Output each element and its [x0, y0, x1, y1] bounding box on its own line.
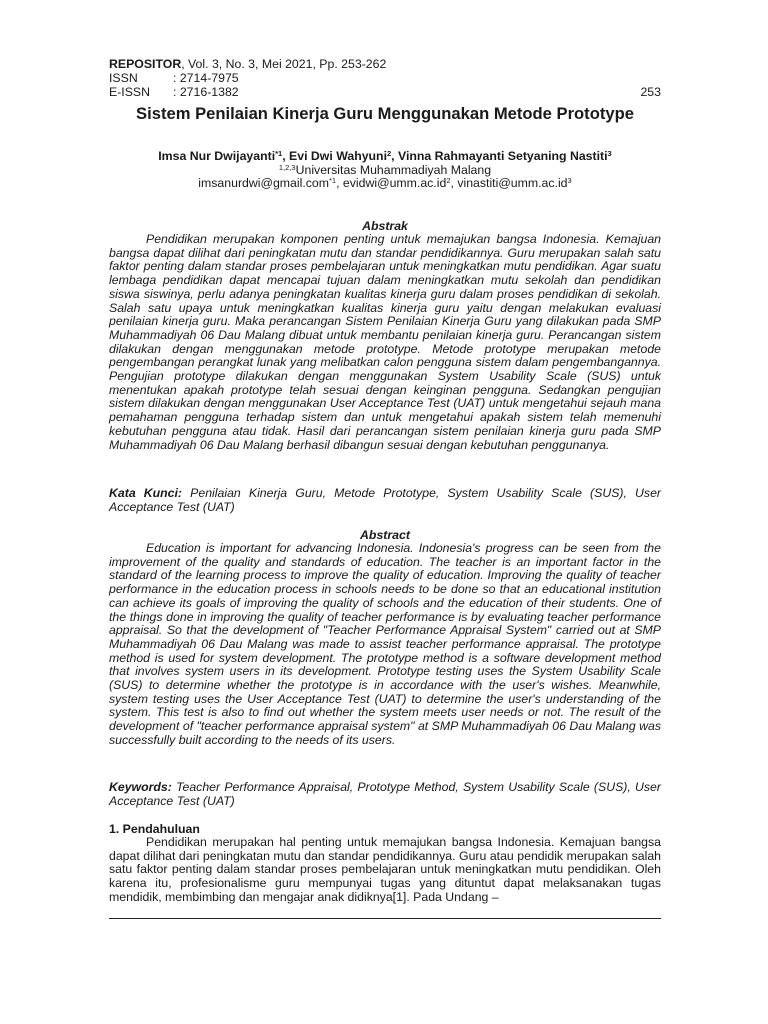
- section-heading: 1. Pendahuluan: [109, 822, 200, 836]
- journal-citation: , Vol. 3, No. 3, Mei 2021, Pp. 253-262: [181, 57, 387, 71]
- abstrak-heading: Abstrak: [362, 219, 408, 233]
- footer-rule: [109, 918, 661, 919]
- author-3: , Vinna Rahmayanti Setyaning Nastiti: [391, 149, 608, 163]
- citation-line: [109, 58, 661, 72]
- abstract-heading: Abstract: [360, 528, 410, 542]
- keywords-text: Teacher Performance Appraisal, Prototype Method, System Usability Scale (SUS), User Acceptance Test (UAT): [109, 780, 661, 808]
- issn-line: [109, 72, 661, 86]
- eissn-label: E-ISSN: [109, 85, 150, 99]
- author-3-mark: 3: [607, 149, 612, 158]
- abstract-text: Education is important for advancing Indonesia. Indonesia's progress can be seen from the improvement of the quality and standards of education. The teacher is an important factor in the standard of the learning process to improve the quality of education. Improving the quality of teacher performance in the education process in schools needs to be done so that an educational institution can achieve its goals of improving the quality of schools and the education of their students. One of the things done in improving the quality of teacher performance is by evaluating teacher performance appraisal. So that the development of "Teacher Performance Appraisal System" carried out at SMP Muhammadiyah 06 Dau Malang was made to assist teacher performance appraisal. The prototype method is used for system development. The prototype method is a software development method that involves system users in its development. Prototype testing uses the System Usability Scale (SUS) to determine whether the prototype is in accordance with the user's wishes. Meanwhile, system testing uses the User Acceptance Test (UAT) to determine the user's understanding of the system. This test is also to find out whether the system meets user needs or not. The result of the development of "teacher performance appraisal system" at SMP Muhammadiyah 06 Dau Malang was successfully built according to the needs of its users.: [109, 541, 661, 747]
- kata-kunci-label: Kata Kunci:: [109, 486, 183, 500]
- eissn-value: : 2716-1382: [173, 85, 239, 99]
- abstrak-section: [109, 219, 661, 452]
- section-pendahuluan: [109, 822, 661, 905]
- email-3-mark: 3: [567, 176, 572, 186]
- eissn-line: [109, 86, 661, 100]
- paper-title: Sistem Penilaian Kinerja Guru Menggunakan Metode Prototype: [136, 104, 634, 123]
- author-emails: [109, 177, 661, 191]
- issn-value: : 2714-7975: [173, 71, 239, 85]
- email-3: , vinastiti@umm.ac.id: [450, 176, 568, 191]
- abstrak-text: Pendidikan merupakan komponen penting untuk memajukan bangsa Indonesia. Kemajuan bangsa dapat dilihat dari peningkatan mutu dan standar pendidikannya. Guru merupakan salah satu faktor penting dalam standar proses pembelajaran untuk meningkatkan mutu pendidikan. Agar suatu lembaga pendidikan dapat mencapai tujuan dalam meningkatkan mutu sekolah dan pendidikan siswa siswinya, perlu adanya peningkatan kualitas kinerja guru dalam proses pendidikan di sekolah. Salah satu upaya untuk meningkatkan kualitas kinerja guru yaitu dengan melakukan evaluasi penilaian kinerja guru. Maka perancangan Sistem Penilaian Kinerja Guru yang dilakukan pada SMP Muhammadiyah 06 Dau Malang dibuat untuk membantu penilaian kinerja guru. Perancangan sistem dilakukan dengan menggunakan metode prototype. Metode prototype merupakan metode pengembangan perangkat lunak yang melibatkan calon pengguna sistem dalam pengembangannya. Pengujian prototype dilakukan dengan menggunakan System Usability Scale (SUS) untuk menentukan apakah prototype telah sesuai dengan keinginan pengguna. Sedangkan pengujian sistem dilakukan dengan menggunakan User Acceptance Test (UAT) untuk mengetahui sejauh mana pemahaman pengguna terhadap sistem dan untuk mengetahui apakah sistem telah memenuhi kebutuhan pengguna atau tidak. Hasil dari perancangan sistem penilaian kinerja guru pada SMP Muhammadiyah 06 Dau Malang berhasil dibangun sesuai dengan kebutuhan penggunanya.: [109, 232, 661, 452]
- author-block: [109, 150, 661, 191]
- email-1-mark: *1: [329, 176, 337, 186]
- keywords-label: Keywords:: [109, 780, 172, 794]
- kata-kunci-text: Penilaian Kinerja Guru, Metode Prototype, System Usability Scale (SUS), User Acceptance Test (UAT): [109, 486, 661, 514]
- email-1: imsanurdwi@gmail.com: [198, 176, 329, 191]
- author-2-mark: 2: [386, 149, 392, 158]
- issn-label: ISSN: [109, 71, 138, 85]
- affiliation-mark: 1,2,3: [278, 162, 296, 172]
- email-2-mark: 2: [446, 176, 451, 186]
- author-1: Imsa Nur Dwijayanti: [158, 149, 276, 163]
- affiliation: [109, 164, 661, 178]
- author-1-mark: *1: [275, 149, 283, 158]
- author-2: , Evi Dwi Wahyuni: [282, 149, 387, 163]
- journal-header: [109, 58, 661, 100]
- affiliation-name: Universitas Muhammadiyah Malang: [295, 162, 492, 177]
- abstract-section: [109, 528, 661, 748]
- journal-name: REPOSITOR: [109, 57, 182, 71]
- email-2: , evidwi@umm.ac.id: [336, 176, 447, 191]
- kata-kunci: [109, 487, 661, 514]
- keywords: [109, 781, 661, 808]
- section-text: Pendidikan merupakan hal penting untuk memajukan bangsa Indonesia. Kemajuan bangsa dapat dilihat dari peningkatan mutu dan standar pendidikannya. Guru atau pendidik merupakan salah satu faktor penting dalam standar proses pembelajaran untuk meningkatkan mutu pendidikan. Oleh karena itu, profesionalisme guru mempunyai tugas yang dituntut dapat melaksanakan tugas mendidik, membimbing dan mengajar anak didiknya[1]. Pada Undang –: [109, 835, 661, 904]
- page-number: 253: [640, 85, 661, 99]
- author-names: [109, 150, 661, 164]
